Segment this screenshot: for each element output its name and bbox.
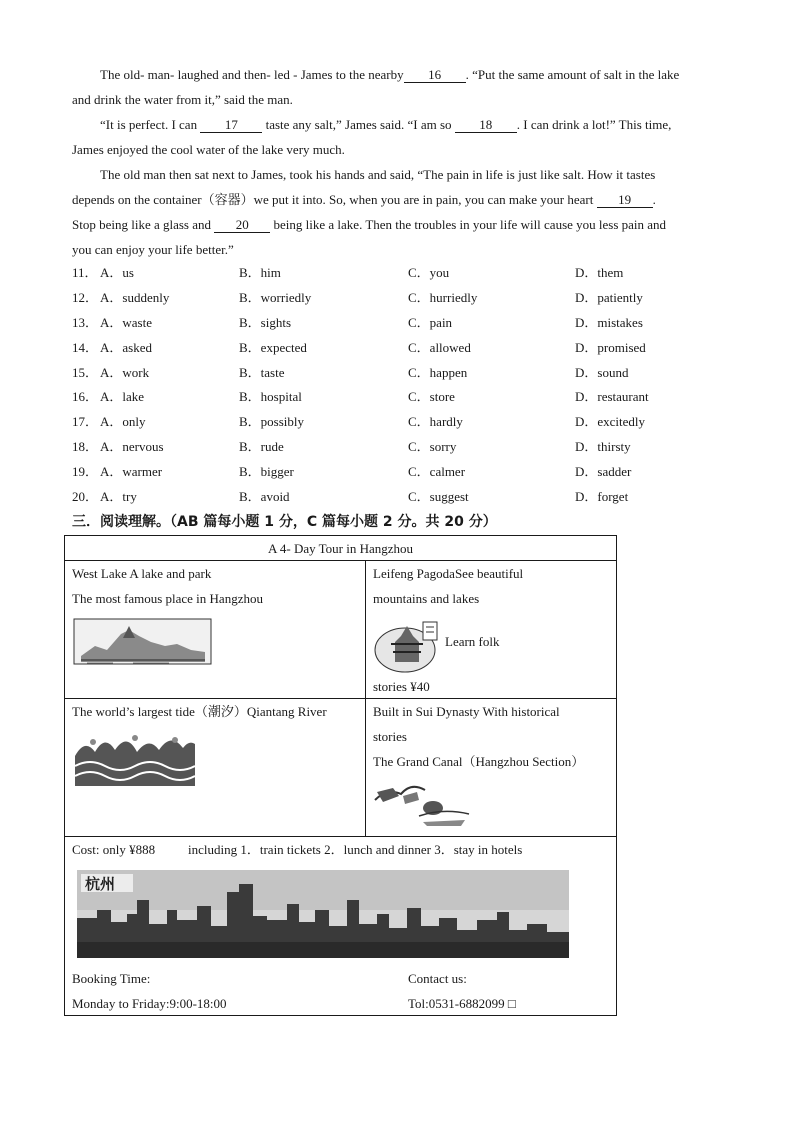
blank-17: 17	[200, 118, 262, 133]
text: and drink the water from it,” said the man.	[72, 92, 293, 107]
passage-paragraph-3: The old man then sat next to James, took his hands and said, “The pain in life is just like salt. How it tastes depends on the container（容器）we put it into. So, when you are in pain, you can make your heart 19 . Stop being like a glass and 20 being like a lake. Then the troubles in your life will cause you less pain and you can enjoy your life better.”	[72, 167, 667, 257]
question-row	[72, 385, 722, 410]
option-c[interactable]: C．sorry	[408, 439, 457, 455]
blank-19: 19	[597, 193, 653, 208]
option-d[interactable]: D．thirsty	[575, 439, 631, 455]
section-heading: 三．阅读理解。（AB 篇每小题 1 分，C 篇每小题 2 分。共 20 分）	[72, 514, 497, 530]
hangzhou-skyline-photo	[77, 870, 569, 958]
blank-18: 18	[455, 118, 517, 133]
option-a[interactable]: A．try	[100, 489, 137, 505]
column-divider	[365, 560, 366, 836]
option-d[interactable]: D．forget	[575, 489, 629, 505]
option-d[interactable]: D．promised	[575, 339, 646, 355]
tide-photo	[75, 728, 195, 786]
leifeng-title: Leifeng PagodaSee beautiful	[373, 566, 524, 581]
option-c[interactable]: C．suggest	[408, 489, 469, 505]
option-a[interactable]: A．asked	[100, 339, 152, 355]
question-row	[72, 336, 722, 361]
option-c[interactable]: C．store	[408, 389, 455, 405]
option-d[interactable]: D．mistakes	[575, 314, 643, 330]
text: you can enjoy your life better.”	[72, 242, 234, 257]
option-a[interactable]: A．waste	[100, 314, 152, 330]
option-b[interactable]: B．worriedly	[239, 289, 312, 305]
text: The old man then sat next to James, took his hands and said, “The pain in life is just like salt. How it tastes	[100, 167, 656, 182]
option-a[interactable]: A．lake	[100, 389, 145, 405]
option-b[interactable]: B．sights	[239, 314, 292, 330]
option-b[interactable]: B．bigger	[239, 464, 294, 480]
ad-title: A 4- Day Tour in Hangzhou	[267, 541, 414, 556]
canal-title: Built in Sui Dynasty With historical	[373, 704, 560, 719]
option-b[interactable]: B．possibly	[239, 414, 305, 430]
row-divider	[65, 836, 616, 837]
option-b[interactable]: B．expected	[239, 339, 307, 355]
question-row	[72, 410, 722, 435]
option-c[interactable]: C．pain	[408, 314, 453, 330]
option-d[interactable]: D．patiently	[575, 289, 643, 305]
question-number: 17．	[72, 414, 99, 430]
blank-16: 16	[404, 68, 466, 83]
question-row	[72, 435, 722, 460]
option-a[interactable]: A．nervous	[100, 439, 164, 455]
text: James enjoyed the cool water of the lake very much.	[72, 142, 345, 157]
question-number: 14．	[72, 339, 99, 355]
cost-label: Cost: only ¥888	[72, 842, 156, 857]
option-a[interactable]: A．suddenly	[100, 289, 170, 305]
canal-photo	[373, 778, 473, 828]
option-c[interactable]: C．you	[408, 265, 450, 280]
text: being like a lake. Then the troubles in your life will cause you less pain and	[273, 217, 667, 232]
leifeng-folk: Learn folk	[445, 634, 500, 649]
question-options	[72, 261, 722, 510]
option-b[interactable]: B．him	[239, 265, 281, 280]
option-d[interactable]: D．sound	[575, 364, 629, 380]
option-a[interactable]: A．only	[100, 414, 146, 430]
canal-desc: stories	[373, 729, 407, 744]
canal-name: The Grand Canal（Hangzhou Section）	[373, 754, 585, 769]
option-a[interactable]: A．us	[100, 265, 134, 280]
option-d[interactable]: D．restaurant	[575, 389, 649, 405]
option-c[interactable]: C．allowed	[408, 339, 471, 355]
pagoda-icon	[373, 616, 443, 674]
option-b[interactable]: B．taste	[239, 364, 285, 380]
text: The old- man- laughed and then- led - James to the nearby	[100, 67, 404, 82]
option-a[interactable]: A．warmer	[100, 464, 163, 480]
hangzhou-sign: 杭州	[85, 875, 116, 893]
tour-advertisement	[64, 535, 617, 1016]
west-lake-desc: The most famous place in Hangzhou	[72, 591, 263, 606]
option-d[interactable]: D．excitedly	[575, 414, 646, 430]
leifeng-desc: mountains and lakes	[373, 591, 480, 606]
cost-includes: including 1．train tickets 2．lunch and dinner 3．stay in hotels	[188, 842, 523, 857]
question-row	[72, 460, 722, 485]
option-c[interactable]: C．hardly	[408, 414, 463, 430]
row-divider	[65, 698, 616, 699]
west-lake-photo	[73, 616, 213, 668]
blank-20: 20	[214, 218, 270, 233]
west-lake-title: West Lake A lake and park	[72, 566, 212, 581]
option-b[interactable]: B．hospital	[239, 389, 302, 405]
leifeng-price: stories ¥40	[373, 679, 430, 694]
question-number: 18．	[72, 439, 99, 455]
option-b[interactable]: B．rude	[239, 439, 284, 455]
row-divider	[65, 560, 616, 561]
contact-tel: Tol:0531-6882099 □	[408, 996, 516, 1011]
passage-paragraph-2	[72, 112, 722, 162]
question-number: 20．	[72, 489, 99, 505]
text: . I can drink a lot!” This time,	[516, 117, 672, 132]
booking-label: Booking Time:	[72, 971, 151, 986]
option-c[interactable]: C．hurriedly	[408, 289, 478, 305]
option-d[interactable]: D．them	[575, 265, 624, 280]
contact-label: Contact us:	[408, 971, 467, 986]
qiantang-title: The world’s largest tide（潮汐）Qiantang River	[72, 704, 327, 719]
text: . “Put the same amount of salt in the lake	[465, 67, 680, 82]
text: taste any salt,” James said. “I am so	[265, 117, 452, 132]
text: depends on the container（容器）we put it into. So, when you are in pain, you can make your heart	[72, 192, 594, 207]
option-a[interactable]: A．work	[100, 364, 150, 380]
passage-paragraph-1	[72, 62, 722, 112]
option-b[interactable]: B．avoid	[239, 489, 290, 505]
question-row	[72, 485, 722, 510]
text: “It is perfect. I can	[100, 117, 198, 132]
text: Stop being like a glass and	[72, 217, 212, 232]
option-d[interactable]: D．sadder	[575, 464, 632, 480]
question-number: 15．	[72, 364, 99, 380]
booking-time: Monday to Friday:9:00-18:00	[72, 996, 227, 1011]
question-number: 19．	[72, 464, 99, 480]
question-row	[72, 361, 722, 386]
option-c[interactable]: C．calmer	[408, 464, 466, 480]
question-number: 12．	[72, 289, 99, 305]
option-c[interactable]: C．happen	[408, 364, 468, 380]
question-row	[72, 261, 722, 286]
question-number: 11．	[72, 265, 98, 280]
question-row	[72, 311, 722, 336]
question-number: 13．	[72, 314, 99, 330]
question-row	[72, 286, 722, 311]
question-number: 16．	[72, 389, 99, 405]
passage	[72, 62, 722, 262]
